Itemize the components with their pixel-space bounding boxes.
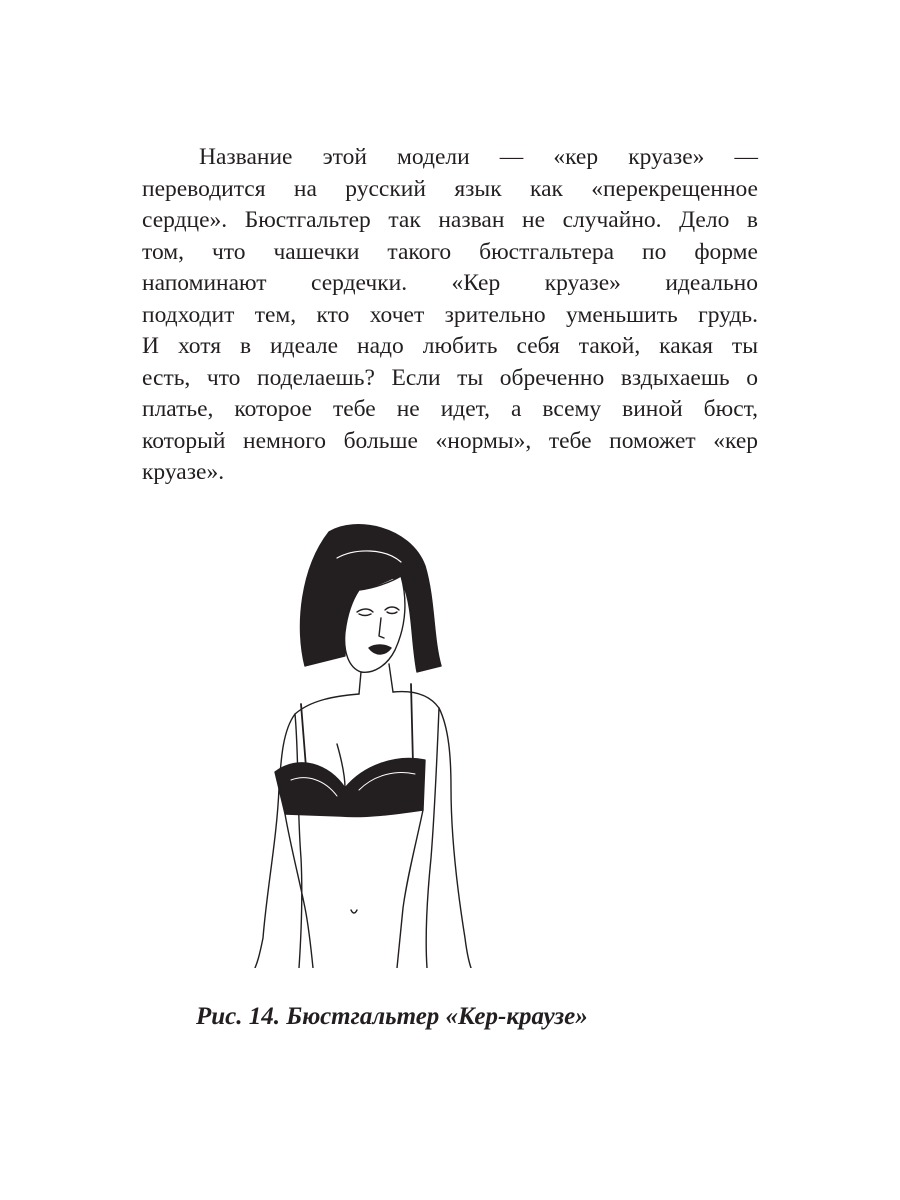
paragraph-line: Название этой модели — «кер круазе» — bbox=[199, 144, 758, 170]
navel-icon bbox=[351, 910, 357, 913]
paragraph-line: подходит тем, кто хочет зрительно уменьшить грудь. bbox=[142, 301, 758, 328]
bra-illustration bbox=[245, 518, 475, 968]
torso-right bbox=[397, 810, 423, 968]
body-paragraph bbox=[142, 142, 758, 489]
paragraph-line: напоминают сердечки. «Кер круазе» идеально bbox=[142, 270, 758, 296]
paragraph-line: сердце». Бюстгальтер так назван не случайно. Дело в bbox=[142, 207, 758, 233]
strap-right bbox=[411, 684, 413, 764]
figure-caption: Рис. 14. Бюстгальтер «Кер-краузе» bbox=[196, 1003, 588, 1030]
paragraph-line: И хотя в идеале надо любить себя такой, какая ты bbox=[142, 333, 758, 359]
right-arm-outline bbox=[393, 692, 471, 968]
left-arm-outline bbox=[255, 694, 359, 968]
paragraph-line: есть, что поделаешь? Если ты обреченно вздыхаешь о bbox=[142, 364, 758, 391]
paragraph-line: переводится на русский язык как «перекрещенное bbox=[142, 175, 758, 202]
right-arm-inner bbox=[426, 708, 439, 968]
bra-cups bbox=[275, 758, 425, 816]
left-arm-inner bbox=[295, 714, 302, 968]
paragraph-line: круазе». bbox=[142, 459, 225, 485]
paragraph-line: том, что чашечки такого бюстгальтера по форме bbox=[142, 238, 758, 265]
paragraph-line: платье, которое тебе не идет, а всему виной бюст, bbox=[142, 396, 758, 422]
torso-left bbox=[285, 814, 313, 968]
paragraph-line: который немного больше «нормы», тебе поможет «кер bbox=[142, 427, 758, 454]
